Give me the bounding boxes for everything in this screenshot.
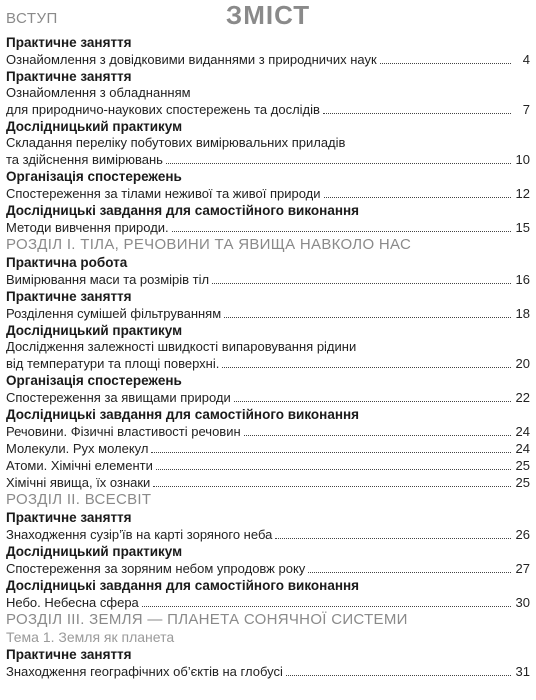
dot-leader — [308, 561, 511, 573]
activity-heading: Організація спостережень — [6, 169, 182, 184]
chapter-heading: РОЗДІЛ ІІ. ВСЕСВІТ — [6, 491, 152, 508]
dot-leader — [172, 220, 511, 232]
toc-entry — [6, 101, 530, 118]
toc-entry — [6, 526, 530, 543]
toc-entry — [6, 51, 530, 68]
toc-entry — [6, 440, 530, 457]
toc-entry-title: Атоми. Хімічні елементи — [6, 458, 153, 473]
activity-heading: Практичне заняття — [6, 510, 132, 525]
toc-entry-title: для природничо-наукових спостережень та дослідів — [6, 102, 320, 117]
dot-leader — [142, 595, 511, 607]
page-number: 15 — [515, 220, 530, 235]
dot-leader — [212, 272, 511, 284]
page-number: 22 — [515, 390, 530, 405]
toc-entry-title: Знаходження географічних об’єктів на глобусі — [6, 664, 283, 679]
page-title: ЗМІСТ — [225, 0, 311, 30]
toc-entry-title: Небо. Небесна сфера — [6, 595, 139, 610]
page-number: 10 — [515, 152, 530, 167]
toc-entry — [6, 389, 530, 406]
dot-leader — [153, 475, 511, 487]
toc-entry-title: від температури та площі поверхні. — [6, 356, 220, 371]
activity-heading: Дослідницький практикум — [6, 544, 183, 559]
dot-leader — [323, 102, 511, 114]
toc-entry-title: Методи вивчення природи. — [6, 220, 169, 235]
toc-entry-title: Хімічні явища, їх ознаки — [6, 475, 151, 490]
dot-leader — [324, 186, 511, 198]
activity-heading: Практичне заняття — [6, 647, 132, 662]
dot-leader — [234, 390, 511, 402]
toc-entry-title: Речовини. Фізичні властивості речовин — [6, 424, 241, 439]
activity-heading: Дослідницькі завдання для самостійного виконання — [6, 407, 360, 422]
dot-leader — [222, 356, 511, 368]
toc-entry-title: Спостереження за зоряним небом упродовж року — [6, 561, 306, 576]
page-number: 25 — [515, 458, 530, 473]
toc-entry-title: Молекули. Рух молекул — [6, 441, 149, 456]
page-number: 20 — [515, 356, 530, 371]
toc-entry-title: та здійснення вимірювань — [6, 152, 163, 167]
dot-leader — [156, 458, 511, 470]
page-number: 26 — [515, 527, 530, 542]
page-number: 12 — [515, 186, 530, 201]
table-of-contents — [6, 34, 530, 680]
page-number: 27 — [515, 561, 530, 576]
toc-entry — [6, 151, 530, 168]
dot-leader — [380, 52, 511, 64]
page-number: 31 — [515, 664, 530, 679]
page-number: 7 — [522, 102, 530, 117]
dot-leader — [244, 424, 511, 436]
toc-entry — [6, 423, 530, 440]
toc-entry — [6, 560, 530, 577]
page-number: 24 — [515, 441, 530, 456]
page-number: 4 — [522, 52, 530, 67]
activity-heading: Практична робота — [6, 255, 128, 270]
toc-entry-line: Дослідження залежності швидкості випаровування рідини — [6, 339, 357, 354]
toc-entry — [6, 355, 530, 372]
chapter-heading: РОЗДІЛ І. ТІЛА, РЕЧОВИНИ ТА ЯВИЩА НАВКОЛО НАС — [6, 236, 412, 253]
toc-entry-title: Спостереження за явищами природи — [6, 390, 231, 405]
toc-entry — [6, 457, 530, 474]
activity-heading: Практичне заняття — [6, 289, 132, 304]
dot-leader — [286, 664, 511, 676]
page-number: 18 — [515, 306, 530, 321]
toc-entry-title: Вимірювання маси та розмірів тіл — [6, 272, 210, 287]
activity-heading: Дослідницький практикум — [6, 119, 183, 134]
dot-leader — [166, 152, 511, 164]
page-number: 16 — [515, 272, 530, 287]
intro-section-label: ВСТУП — [6, 10, 58, 27]
activity-heading: Дослідницькі завдання для самостійного виконання — [6, 578, 360, 593]
toc-entry-title: Ознайомлення з довідковими виданнями з природничих наук — [6, 52, 377, 67]
toc-entry — [6, 594, 530, 611]
toc-entry-title: Знаходження сузір’їв на карті зоряного неба — [6, 527, 273, 542]
page-number: 30 — [515, 595, 530, 610]
activity-heading: Практичне заняття — [6, 35, 132, 50]
activity-heading: Дослідницькі завдання для самостійного виконання — [6, 203, 360, 218]
dot-leader — [224, 306, 511, 318]
dot-leader — [275, 527, 511, 539]
chapter-heading: РОЗДІЛ ІІІ. ЗЕМЛЯ — ПЛАНЕТА СОНЯЧНОЇ СИСТЕМИ — [6, 611, 408, 628]
toc-entry-line: Ознайомлення з обладнанням — [6, 85, 191, 100]
page-number: 25 — [515, 475, 530, 490]
topic-heading: Тема 1. Земля як планета — [6, 629, 175, 645]
page-number: 24 — [515, 424, 530, 439]
toc-entry — [6, 474, 530, 491]
dot-leader — [151, 441, 511, 453]
toc-entry — [6, 271, 530, 288]
toc-entry — [6, 663, 530, 680]
toc-entry — [6, 185, 530, 202]
toc-entry-title: Розділення сумішей фільтруванням — [6, 306, 222, 321]
activity-heading: Практичне заняття — [6, 69, 132, 84]
toc-entry-title: Спостереження за тілами неживої та живої природи — [6, 186, 321, 201]
activity-heading: Дослідницький практикум — [6, 323, 183, 338]
toc-entry — [6, 219, 530, 236]
activity-heading: Організація спостережень — [6, 373, 182, 388]
toc-entry-line: Складання переліку побутових вимірювальних приладів — [6, 135, 346, 150]
toc-entry — [6, 305, 530, 322]
